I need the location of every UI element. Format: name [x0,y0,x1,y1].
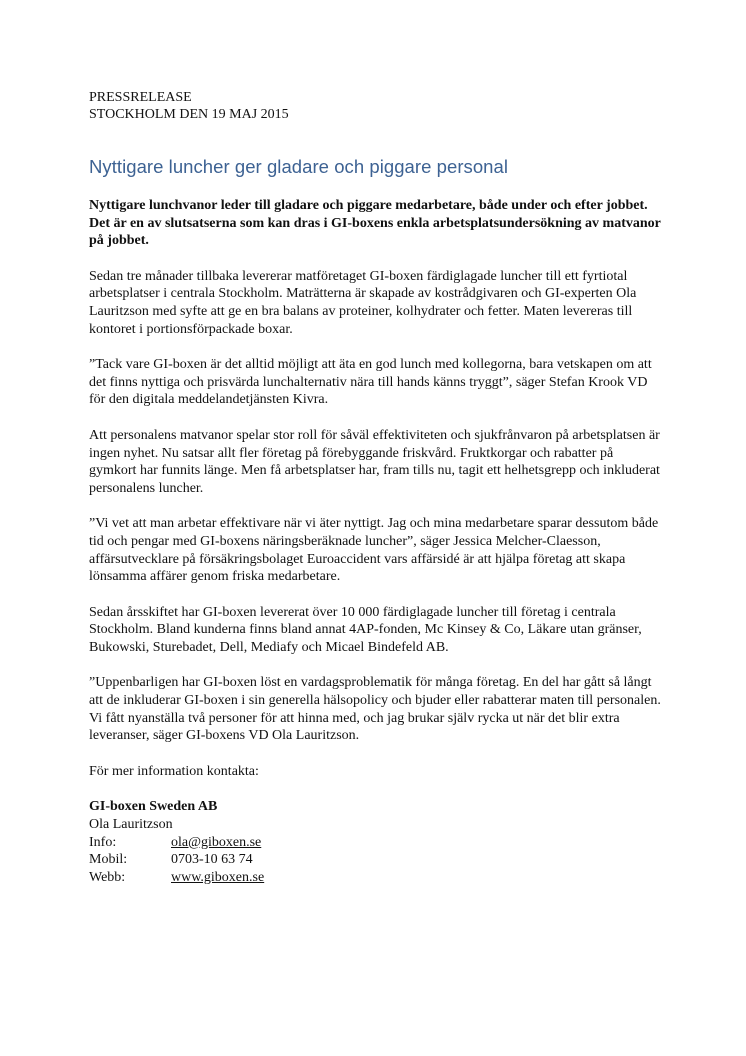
contact-intro: För mer information kontakta: [89,763,259,779]
body-paragraph-4-quote: ”Vi vet att man arbetar effektivare när vi äter nyttigt. Jag och mina medarbetare sparar dessutom både tid och pengar med GI-boxens näringsberäknade luncher”, säger Jessica Melcher-Claesson, affärsutvecklare på försäkringsbolaget Euroaccident vars affärsidé är att hjälpa företag att skapa lönsamma affärer genom friska medarbetare. [89,516,659,585]
headline: Nyttigare luncher ger gladare och piggare personal [89,156,509,177]
contact-row-info [89,834,664,852]
body-paragraph-1: Sedan tre månader tillbaka levererar matföretaget GI-boxen färdiglagade luncher till ett fyrtiotal arbetsplatser i centrala Stockholm. Maträtterna är skapade av kostrådgivaren och GI-experten Ola Lauritzson med syfte att ge en bra balans av proteiner, kolhydrater och fetter. Maten levereras till kontoret i portionsförpackade boxar. [89,268,637,337]
body-paragraph-3: Att personalens matvanor spelar stor roll för såväl effektiviteten och sjukfrånvaron på arbetsplatsen är ingen nyhet. Nu satsar allt fler företag på förebyggande friskvård. Fruktkorgar och rabatter på gymkort har funnits länge. Men få arbetsplatser har, fram tills nu, tagit ett helhetsgrepp och inkluderat personalens luncher. [89,427,660,496]
contact-label-mobile: Mobil: [89,852,128,868]
contact-block [89,798,664,886]
contact-label-info: Info: [89,834,117,850]
phone-number: 0703-10 63 74 [171,852,253,868]
email-link[interactable]: ola@giboxen.se [171,834,262,850]
contact-row-mobile [89,851,664,869]
website-link[interactable]: www.giboxen.se [171,869,265,885]
contact-row-web [89,869,664,887]
dateline: STOCKHOLM DEN 19 MAJ 2015 [89,107,289,122]
document-type-label: PRESSRELEASE [89,90,192,105]
contact-person: Ola Lauritzson [89,817,173,833]
contact-company: GI-boxen Sweden AB [89,799,218,815]
contact-label-web: Webb: [89,869,126,885]
lead-paragraph: Nyttigare lunchvanor leder till gladare och piggare medarbetare, både under och efter jobbet. Det är en av slutsatserna som kan dras i GI-boxens enkla arbetsplatsundersökning av matvanor på jobbet. [89,198,661,249]
body-paragraph-6-quote: ”Uppenbarligen har GI-boxen löst en vardagsproblematik för många företag. En del har gått så långt att de inkluderar GI-boxen i sin generella hälsopolicy och bjuder eller rabatterar maten till personalen. Vi fått nyanställa två personer för att hinna med, och jag brukar själv rycka ut när det blir extra leveranser, säger GI-boxens VD Ola Lauritzson. [89,675,661,744]
press-release-page [89,89,664,886]
body-paragraph-5: Sedan årsskiftet har GI-boxen levererat över 10 000 färdiglagade luncher till företag i centrala Stockholm. Bland kunderna finns bland annat 4AP-fonden, Mc Kinsey & Co, Läkare utan gränser, Bukowski, Sturebadet, Dell, Mediafy och Micael Bindefeld AB. [89,604,642,655]
body-paragraph-2-quote: ”Tack vare GI-boxen är det alltid möjligt att äta en god lunch med kollegorna, bara vetskapen om att det finns nyttiga och prisvärda lunchalternativ nära till hands känns tryggt”, säger Stefan Krook VD för den digitala meddelandetjänsten Kivra. [89,357,652,408]
